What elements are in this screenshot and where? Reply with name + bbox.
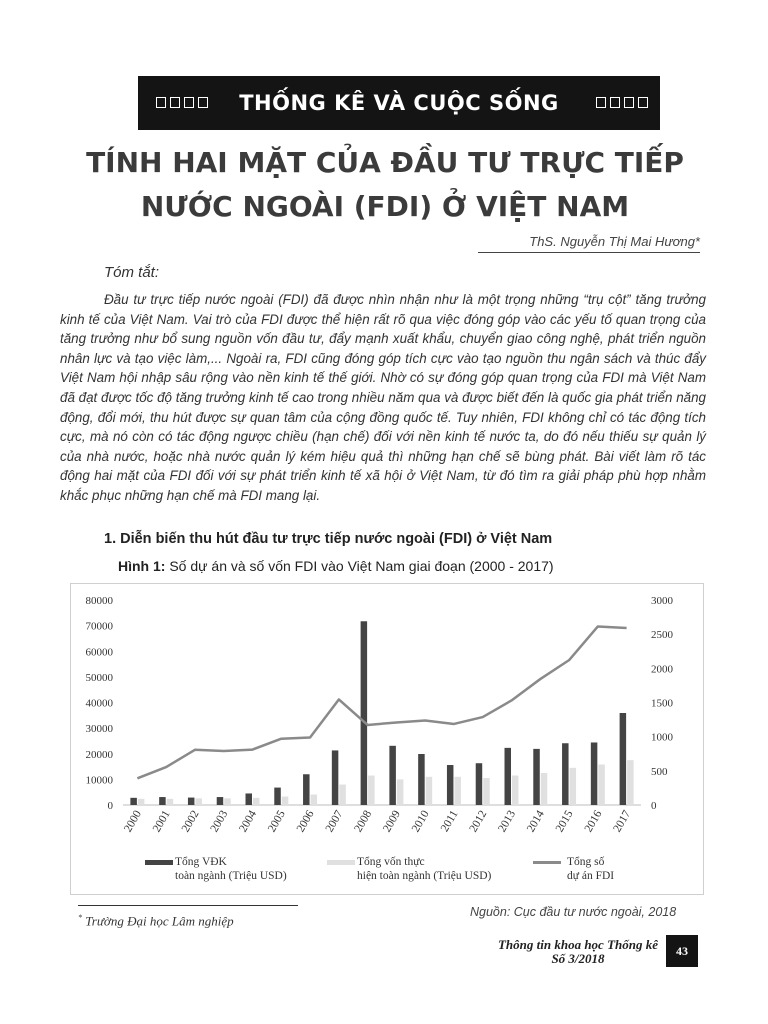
bar-vdk <box>562 743 569 805</box>
right-axis-tick-label: 0 <box>651 800 657 812</box>
x-axis-tick-label: 2014 <box>524 808 547 835</box>
journal-name <box>494 938 662 966</box>
x-axis-tick-label: 2013 <box>496 808 519 835</box>
journal-title: Thông tin khoa học Thống kê <box>497 937 658 952</box>
x-axis-tick-label: 2005 <box>265 808 288 835</box>
footnote-text: Trường Đại học Lâm nghiệp <box>85 913 234 929</box>
bar-vdk <box>217 797 224 805</box>
banner-decoration-right <box>596 97 648 108</box>
article-title-line-2: NƯỚC NGOÀI (FDI) Ở VIỆT NAM <box>140 190 630 223</box>
legend-vdk-line2: toàn ngành (Triệu USD) <box>175 870 287 882</box>
legend-disbursed-line1: Tổng vốn thực <box>357 856 425 868</box>
line-projects <box>137 626 626 778</box>
left-axis-tick-label: 50000 <box>85 671 113 684</box>
x-axis-tick-label: 2010 <box>409 808 432 835</box>
author: ThS. Nguyễn Thị Mai Hương* <box>478 234 700 253</box>
section-title: THỐNG KÊ VÀ CUỘC SỐNG <box>239 91 559 115</box>
bar-disbursed <box>541 773 548 805</box>
bar-vdk <box>332 750 339 805</box>
bar-disbursed <box>282 797 289 805</box>
x-axis-tick-label: 2015 <box>553 808 576 835</box>
bar-vdk <box>389 746 396 805</box>
article-title-line-1: TÍNH HAI MẶT CỦA ĐẦU TƯ TRỰC TIẾP <box>86 146 684 179</box>
legend-swatch-projects <box>533 861 561 864</box>
left-axis-tick-label: 0 <box>107 800 113 812</box>
bar-disbursed <box>339 785 346 806</box>
bar-vdk <box>159 797 166 805</box>
x-axis-tick-label: 2007 <box>323 808 346 835</box>
bar-vdk <box>476 763 483 805</box>
legend-swatch-disbursed <box>327 860 355 865</box>
bar-vdk <box>361 621 368 805</box>
legend-disbursed <box>357 855 491 883</box>
bar-disbursed <box>454 777 461 805</box>
banner-decoration-left <box>156 97 208 108</box>
x-axis-tick-label: 2011 <box>438 808 461 835</box>
bar-disbursed <box>224 798 231 805</box>
bar-disbursed <box>512 776 519 805</box>
x-axis-tick-label: 2001 <box>150 808 173 835</box>
left-axis-tick-label: 40000 <box>85 697 113 710</box>
x-axis-tick-label: 2000 <box>122 808 144 835</box>
bar-vdk <box>303 774 310 805</box>
bar-vdk <box>533 749 540 805</box>
bar-disbursed <box>627 760 634 805</box>
footnote-rule <box>78 905 298 906</box>
bar-disbursed <box>570 768 577 805</box>
bar-disbursed <box>253 798 260 805</box>
page-number: 43 <box>666 935 698 967</box>
bar-disbursed <box>195 798 202 805</box>
bar-vdk <box>620 713 627 805</box>
journal-issue: Số 3/2018 <box>551 951 605 966</box>
bar-disbursed <box>426 777 433 805</box>
section-banner <box>138 76 660 130</box>
bar-disbursed <box>138 799 145 805</box>
bar-vdk <box>246 793 253 805</box>
bar-vdk <box>505 748 512 805</box>
bar-disbursed <box>311 794 318 805</box>
left-axis-tick-label: 70000 <box>85 620 113 633</box>
chart-source: Nguồn: Cục đầu tư nước ngoài, 2018 <box>470 905 677 919</box>
figure-label: Hình 1: <box>118 558 166 574</box>
footnote-mark: * <box>78 913 82 922</box>
abstract-text: Đầu tư trực tiếp nước ngoài (FDI) đã được nhìn nhận như là một trọng những “trụ cột” tăng trưởng kinh tế của Việt Nam. Vai trò của FDI được thể hiện rất rõ qua việc đóng góp vào các yếu tố quan trọng của tăng trưởng như bổ sung nguồn vốn đầu tư, đẩy mạnh xuất khẩu, chuyển giao công nghệ, phát triển nguồn nhân lực và tạo việc làm,... Ngoài ra, FDI cũng đóng góp tích cực vào tạo nguồn thu ngân sách và thúc đẩy Việt Nam hội nhập sâu rộng vào nền kinh tế thế giới. Nhờ có sự đóng góp quan trọng của FDI mà Việt Nam đã đạt được tốc độ tăng trưởng kinh tế cao trong nhiều năm qua và được biết đến là quốc gia phát triển năng động, đổi mới, thu hút được sự quan tâm của cộng đồng quốc tế. Tuy nhiên, FDI không chỉ có tác động tích cực, mà nó còn có tác động ngược chiều (hạn chế) đối với nền kinh tế nước ta, do đó nếu thiếu sự quản lý của nhà nước, hoặc nhà nước quản lý kém hiệu quả thì những hạn chế sẽ bùng phát. Bài viết làm rõ tác động hai mặt của FDI đối với sự phát triển kinh tế xã hội ở Việt Nam, từ đó tìm ra giải pháp phù hợp nhằm khắc phục những hạn chế mà FDI mang lại. <box>60 292 706 503</box>
x-axis-tick-label: 2004 <box>237 808 260 835</box>
bar-disbursed <box>397 779 404 805</box>
bar-vdk <box>130 798 137 805</box>
right-axis-tick-label: 1500 <box>651 697 673 710</box>
x-axis-tick-label: 2002 <box>179 808 202 835</box>
legend-projects-line2: dự án FDI <box>567 870 615 882</box>
bar-vdk <box>418 754 425 805</box>
right-axis-tick-label: 2500 <box>651 629 673 642</box>
section-heading: 1. Diễn biến thu hút đầu tư trực tiếp nước ngoài (FDI) ở Việt Nam <box>104 531 553 547</box>
x-axis-tick-label: 2003 <box>208 808 231 835</box>
legend-vdk-line1: Tổng VĐK <box>175 856 227 868</box>
fdi-chart <box>70 583 704 895</box>
x-axis-tick-label: 2009 <box>381 808 403 835</box>
bar-vdk <box>274 788 281 805</box>
legend-swatch-vdk <box>145 860 173 865</box>
x-axis-tick-label: 2008 <box>352 808 375 835</box>
x-axis-tick-label: 2016 <box>582 808 605 835</box>
right-axis-tick-label: 3000 <box>651 595 673 607</box>
left-axis-tick-label: 80000 <box>85 595 113 607</box>
bar-vdk <box>188 798 195 805</box>
right-axis-tick-label: 2000 <box>651 663 673 676</box>
abstract-label: Tóm tắt: <box>104 264 160 281</box>
x-axis-tick-label: 2017 <box>611 808 634 835</box>
legend-projects-line1: Tổng số <box>567 856 605 868</box>
left-axis-tick-label: 10000 <box>85 774 113 787</box>
right-axis-tick-label: 500 <box>651 765 668 778</box>
x-axis-tick-label: 2012 <box>467 808 490 835</box>
bar-vdk <box>591 742 598 805</box>
right-axis-tick-label: 1000 <box>651 731 673 744</box>
legend-projects <box>567 855 614 883</box>
bar-disbursed <box>598 765 605 805</box>
bar-vdk <box>447 765 454 805</box>
chart-canvas <box>71 584 703 894</box>
bar-disbursed <box>483 778 490 805</box>
x-axis-tick-label: 2006 <box>294 808 317 835</box>
bar-disbursed <box>167 799 174 805</box>
legend-vdk <box>175 855 287 883</box>
left-axis-tick-label: 30000 <box>85 723 113 736</box>
figure-caption <box>118 558 554 574</box>
legend-disbursed-line2: hiện toàn ngành (Triệu USD) <box>357 870 492 882</box>
footnote <box>78 913 234 929</box>
bar-disbursed <box>368 776 375 805</box>
left-axis-tick-label: 20000 <box>85 748 113 761</box>
left-axis-tick-label: 60000 <box>85 646 113 659</box>
figure-caption-text: Số dự án và số vốn FDI vào Việt Nam giai đoạn (2000 - 2017) <box>169 558 554 574</box>
